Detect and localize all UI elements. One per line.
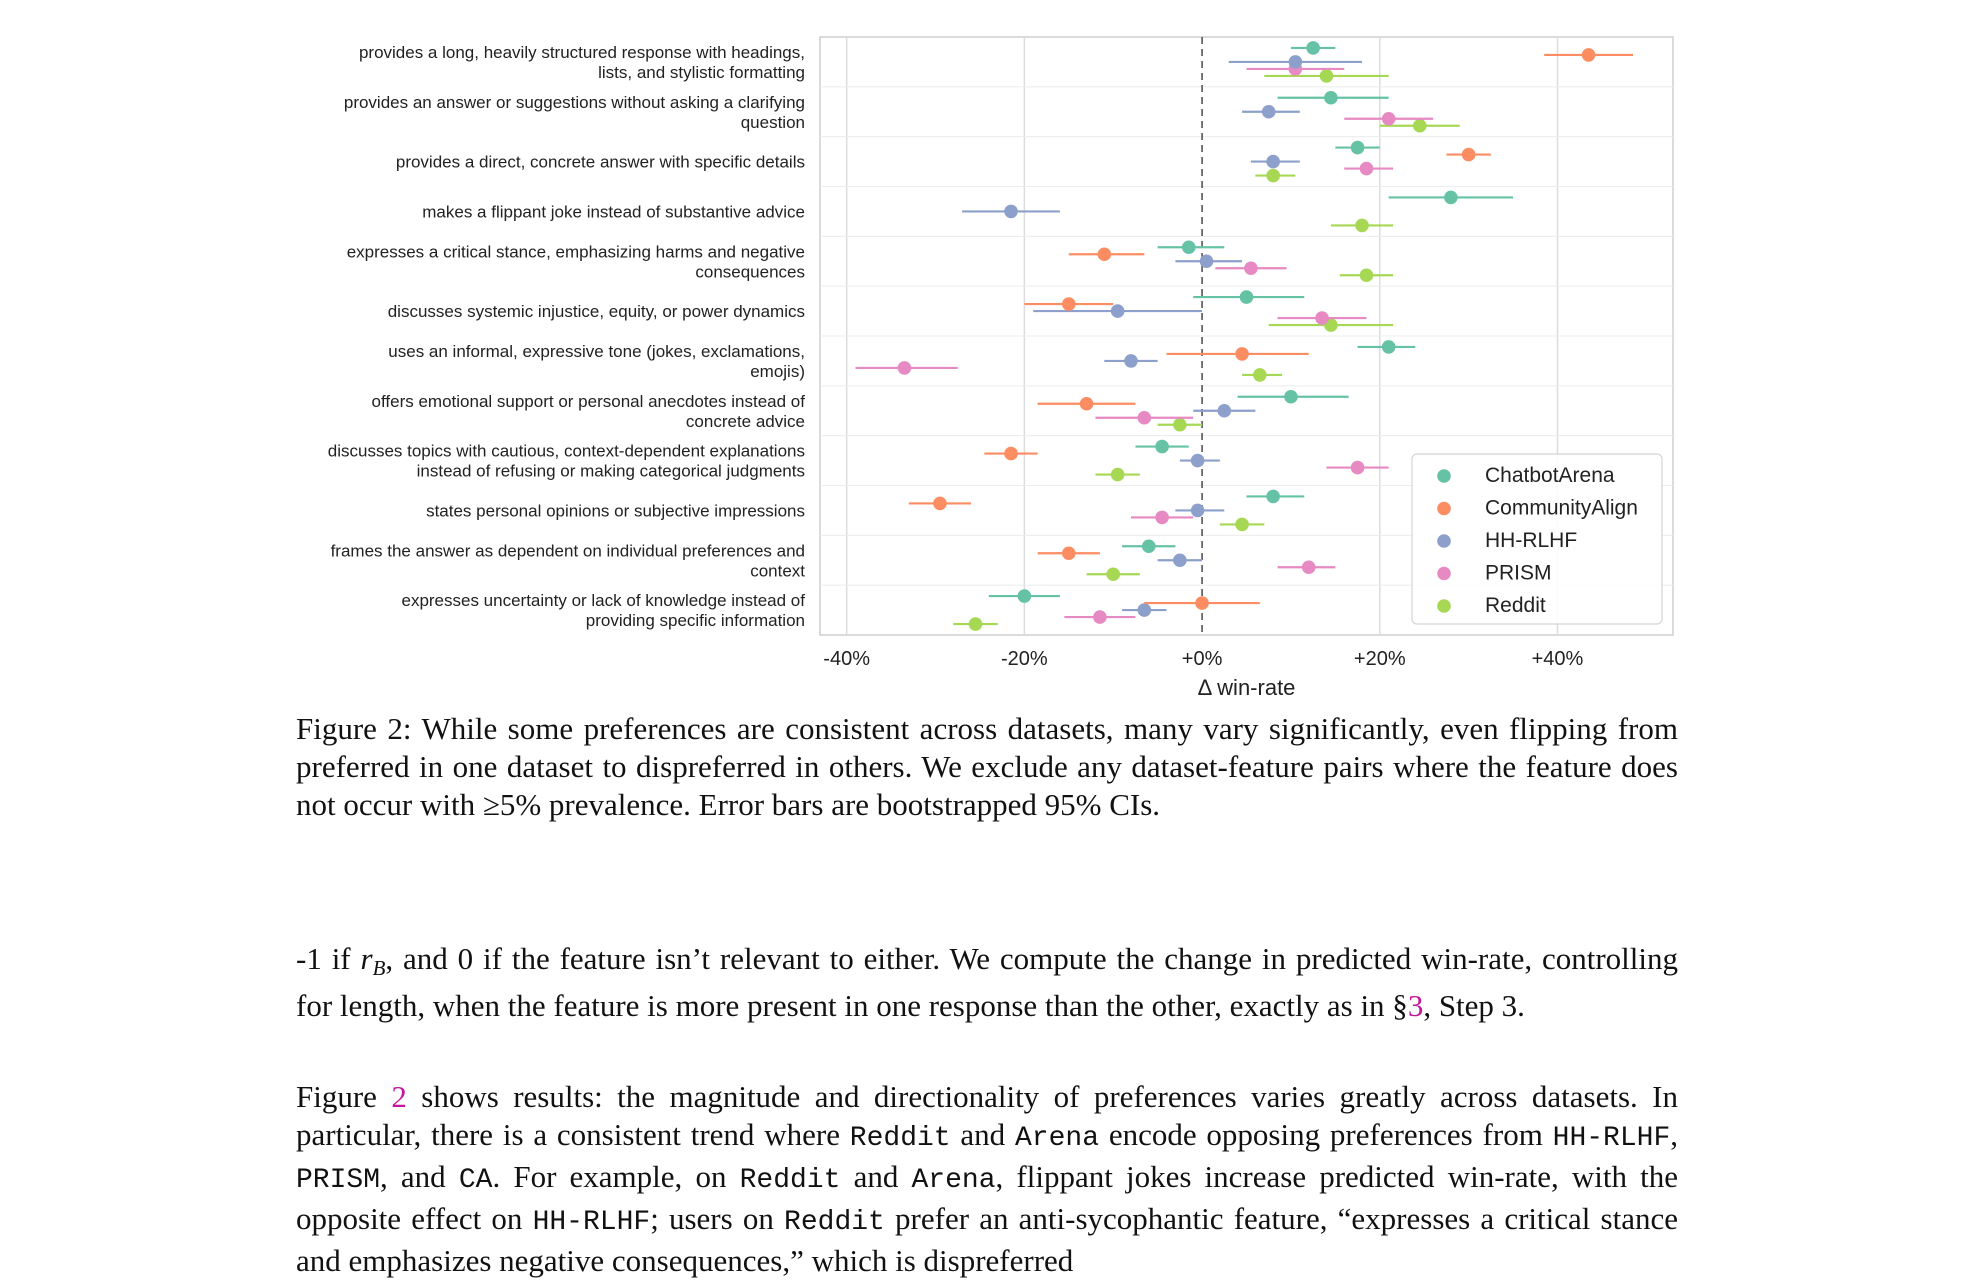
x-tick-label: -40% <box>823 648 871 670</box>
dataset-name: HH-RLHF <box>532 1207 651 1238</box>
x-tick-label: -20% <box>1001 648 1048 670</box>
body-paragraph-1 <box>296 940 1678 1025</box>
data-point <box>1062 546 1076 560</box>
data-point <box>1355 219 1369 233</box>
figure-caption <box>296 710 1678 824</box>
y-tick-label: provides a direct, concrete answer with specific details <box>395 152 805 172</box>
data-point <box>1462 148 1476 162</box>
legend-marker <box>1437 599 1451 613</box>
dataset-name: Arena <box>1015 1123 1100 1154</box>
data-point <box>1306 41 1320 55</box>
y-tick-label: offers emotional support or personal anecdotes instead of <box>371 391 805 411</box>
data-point <box>1444 191 1458 205</box>
data-point <box>1351 141 1365 155</box>
para2-text: shows results: the magnitude and directionality of preferences varies greatly across datasets. In particular, there is a consistent trend where <box>296 1079 1679 1152</box>
math-subscript-b: B <box>372 956 386 980</box>
legend-marker <box>1437 567 1451 581</box>
data-point <box>1240 290 1254 304</box>
data-point <box>1360 162 1374 176</box>
data-point <box>1302 560 1316 574</box>
data-point <box>1173 418 1187 432</box>
para1-text-3: , Step 3. <box>1423 988 1525 1023</box>
data-point <box>1289 55 1303 69</box>
y-tick-label: discusses topics with cautious, context-dependent explanations <box>327 441 805 461</box>
legend-label: CommunityAlign <box>1485 496 1638 520</box>
para2-text: prefer an anti-sycophantic feature, “expresses a critical stance and emphasizes negative consequences,” which is dispreferred <box>296 1201 1679 1278</box>
legend-marker <box>1437 534 1451 548</box>
legend-label: Reddit <box>1485 594 1546 617</box>
data-point <box>969 617 983 631</box>
figure-ref-link[interactable]: 2 <box>391 1079 407 1114</box>
dataset-name: HH-RLHF <box>1552 1123 1671 1154</box>
y-tick-label: providing specific information <box>585 611 805 631</box>
data-point <box>1080 397 1094 411</box>
data-point <box>1195 596 1209 610</box>
data-point <box>1111 468 1125 482</box>
para2-text: and <box>950 1117 1015 1152</box>
data-point <box>1062 297 1076 311</box>
para1-text-2: , and 0 if the feature isn’t relevant to either. We compute the change in predicted win-rate, controlling for length, when the feature is more present in one response than the other, exactly as in § <box>296 941 1678 1023</box>
dataset-name: Reddit <box>784 1207 885 1238</box>
para2-text: , <box>1670 1117 1679 1152</box>
x-tick-label: +20% <box>1353 648 1406 670</box>
data-point <box>1382 112 1396 126</box>
y-tick-label: instead of refusing or making categorical judgments <box>416 461 805 481</box>
y-tick-label: provides a long, heavily structured response with headings, <box>358 42 805 62</box>
x-tick-label: +0% <box>1181 648 1223 670</box>
dataset-name: PRISM <box>296 1165 381 1196</box>
para2-text: , flippant jokes increase predicted win-rate, with the opposite effect on <box>296 1159 1679 1236</box>
data-point <box>1253 368 1267 382</box>
data-point <box>1191 504 1205 518</box>
data-point <box>1217 404 1231 418</box>
data-point <box>1200 254 1214 268</box>
data-point <box>1111 304 1125 318</box>
data-point <box>1244 261 1258 275</box>
para2-text: Figure <box>296 1079 392 1114</box>
data-point <box>1413 119 1427 133</box>
x-tick-label: +40% <box>1531 648 1584 670</box>
y-tick-label: consequences <box>695 262 805 282</box>
caption-text: While some preferences are consistent across datasets, many vary significantly, even flipping from preferred in one dataset to dispreferred in others. We exclude any dataset-feature pairs where the feature does not occur with ≥5% prevalence. Error bars are bootstrapped 95% CIs. <box>296 711 1678 822</box>
data-point <box>898 361 912 375</box>
y-tick-label: makes a flippant joke instead of substantive advice <box>422 202 805 222</box>
data-point <box>1155 440 1169 454</box>
math-var-r: r <box>360 941 373 976</box>
section-ref-link[interactable]: 3 <box>1407 988 1424 1023</box>
para2-text: encode opposing preferences from <box>1099 1117 1553 1152</box>
data-point <box>1098 247 1112 261</box>
para2-text: and <box>840 1159 912 1194</box>
data-point <box>1262 105 1276 119</box>
data-point <box>1320 69 1334 83</box>
data-point <box>1142 539 1156 553</box>
y-tick-label: lists, and stylistic formatting <box>598 62 805 82</box>
dataset-name: Arena <box>911 1165 996 1196</box>
legend-label: ChatbotArena <box>1485 464 1615 487</box>
y-tick-label: question <box>740 112 805 132</box>
y-tick-label: context <box>750 561 805 581</box>
data-point <box>1138 603 1152 617</box>
data-point <box>933 497 947 511</box>
para1-text-1: -1 if <box>296 941 361 976</box>
dataset-name: CA <box>458 1165 493 1196</box>
data-point <box>1191 454 1205 468</box>
y-tick-label: frames the answer as dependent on individual preferences and <box>330 541 805 561</box>
y-tick-label: discusses systemic injustice, equity, or power dynamics <box>387 302 805 322</box>
data-point <box>1235 518 1249 532</box>
y-tick-label: states personal opinions or subjective impressions <box>426 501 805 521</box>
data-point <box>1360 268 1374 282</box>
data-point <box>1266 490 1280 504</box>
data-point <box>1284 390 1298 404</box>
y-tick-label: expresses a critical stance, emphasizing harms and negative <box>346 242 805 262</box>
data-point <box>1173 553 1187 567</box>
para2-text: ; users on <box>650 1201 785 1236</box>
data-point <box>1266 169 1280 183</box>
caption-prefix: Figure 2: <box>296 711 422 746</box>
dataset-name: Reddit <box>849 1123 951 1154</box>
legend-label: PRISM <box>1485 561 1552 585</box>
dataset-name: Reddit <box>739 1165 841 1196</box>
data-point <box>1018 589 1032 603</box>
y-tick-label: uses an informal, expressive tone (jokes, exclamations, <box>388 341 805 361</box>
y-tick-label: emojis) <box>750 361 805 381</box>
data-point <box>1266 155 1280 169</box>
data-point <box>1138 411 1152 425</box>
data-point <box>1382 340 1396 354</box>
data-point <box>1106 567 1120 581</box>
y-tick-label: expresses uncertainty or lack of knowledge instead of <box>401 591 805 611</box>
data-point <box>1182 240 1196 254</box>
legend-marker <box>1437 502 1451 516</box>
data-point <box>1004 205 1018 219</box>
data-point <box>1315 311 1329 325</box>
para2-text: , and <box>380 1159 459 1194</box>
legend-marker <box>1437 469 1451 483</box>
data-point <box>1582 48 1596 62</box>
data-point <box>1235 347 1249 361</box>
data-point <box>1324 91 1338 105</box>
data-point <box>1124 354 1138 368</box>
legend-label: HH-RLHF <box>1485 529 1578 552</box>
data-point <box>1093 610 1107 624</box>
data-point <box>1351 461 1365 475</box>
x-axis-label: Δ win-rate <box>1197 675 1296 700</box>
y-tick-label: provides an answer or suggestions without asking a clarifying <box>343 92 805 112</box>
y-tick-label: concrete advice <box>685 411 805 431</box>
para2-text: . For example, on <box>492 1159 740 1194</box>
data-point <box>1155 511 1169 525</box>
data-point <box>1004 447 1018 461</box>
